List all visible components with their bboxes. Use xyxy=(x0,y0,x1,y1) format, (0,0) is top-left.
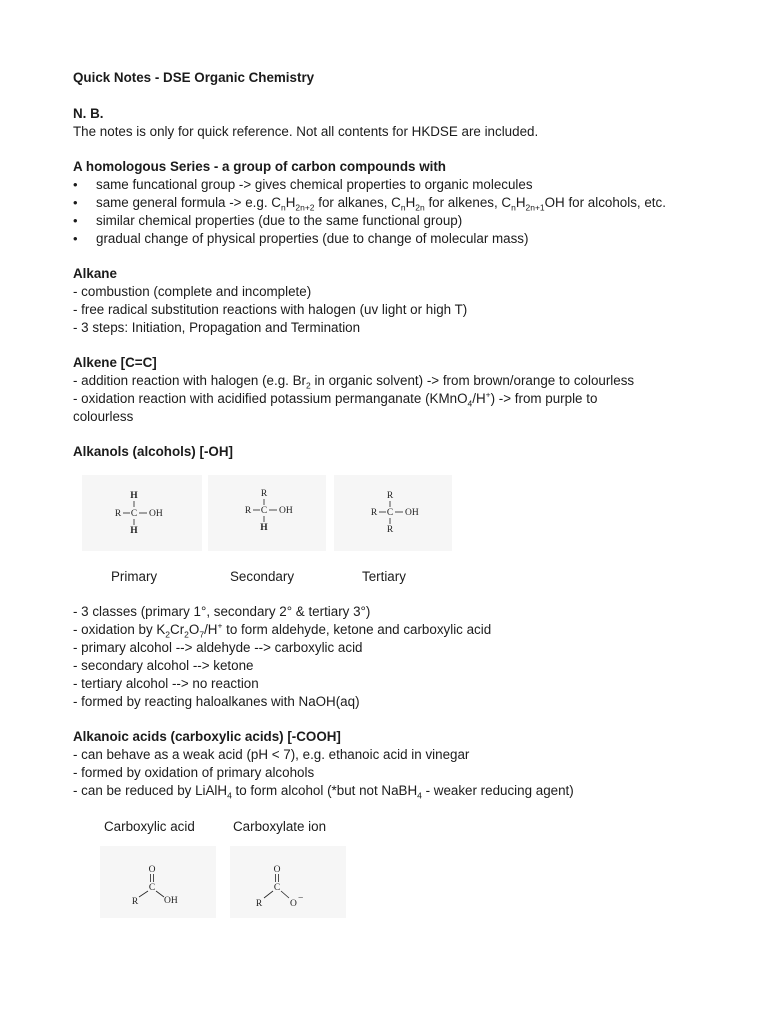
caption-carboxylate-ion: Carboxylate ion xyxy=(233,819,327,834)
svg-text:R: R xyxy=(386,525,394,535)
svg-text:R: R xyxy=(370,508,378,518)
alkanols-line-classes: - 3 classes (primary 1°, secondary 2° & tertiary 3°) xyxy=(73,604,371,619)
alkanols-line: - primary alcohol --> aldehyde --> carboxylic acid xyxy=(73,640,363,655)
svg-text:C: C xyxy=(260,506,268,516)
caption-carboxylic-acid: Carboxylic acid xyxy=(104,819,195,834)
svg-text:OH: OH xyxy=(149,509,163,519)
alkane-line: - free radical substitution reactions with halogen (uv light or high T) xyxy=(73,302,468,317)
svg-text:R: R xyxy=(255,899,263,909)
alkanols-line: - formed by reacting haloalkanes with NaOH(aq) xyxy=(73,694,360,709)
homologous-heading: A homologous Series - a group of carbon compounds with xyxy=(73,159,446,174)
carboxylate-ion-structure xyxy=(230,846,346,918)
svg-text:−: − xyxy=(298,894,304,904)
primary-alcohol-structure xyxy=(82,475,202,551)
acids-heading: Alkanoic acids (carboxylic acids) [-COOH] xyxy=(73,729,341,744)
nb-text: The notes is only for quick reference. Not all contents for HKDSE are included. xyxy=(73,124,539,139)
svg-text:R: R xyxy=(386,491,394,501)
alkanols-heading: Alkanols (alcohols) [-OH] xyxy=(73,444,233,459)
svg-text:R: R xyxy=(244,506,252,516)
svg-text:C: C xyxy=(273,883,281,893)
nb-heading: N. B. xyxy=(73,106,104,121)
acids-line: - formed by oxidation of primary alcohols xyxy=(73,765,315,780)
svg-text:OH: OH xyxy=(164,896,178,906)
acids-line: - can behave as a weak acid (pH < 7), e.g. ethanoic acid in vinegar xyxy=(73,747,470,762)
caption-tertiary: Tertiary xyxy=(362,569,406,584)
secondary-alcohol-structure xyxy=(208,475,326,551)
svg-text:H: H xyxy=(130,526,138,536)
svg-text:R: R xyxy=(131,897,139,907)
bullet-glyph: • xyxy=(73,195,78,210)
bullet-glyph: • xyxy=(73,213,78,228)
bullet-glyph: • xyxy=(73,231,78,246)
svg-text:H: H xyxy=(130,491,138,501)
carboxylic-acid-structure xyxy=(100,846,216,918)
alkene-heading: Alkene [C=C] xyxy=(73,355,157,370)
svg-text:OH: OH xyxy=(405,508,419,518)
svg-text:OH: OH xyxy=(279,506,293,516)
alkanols-line: - secondary alcohol --> ketone xyxy=(73,658,254,673)
svg-text:C: C xyxy=(148,883,156,893)
homologous-bullet: gradual change of physical properties (due to change of molecular mass) xyxy=(96,231,529,246)
svg-text:O: O xyxy=(273,865,281,875)
svg-text:C: C xyxy=(130,509,138,519)
svg-text:O: O xyxy=(148,865,156,875)
svg-text:O: O xyxy=(290,899,297,909)
caption-secondary: Secondary xyxy=(230,569,295,584)
alkene-line-permanganate: - oxidation reaction with acidified potassium permanganate (KMnO$_4$/H+) -> from purple to xyxy=(73,389,598,409)
alkanols-line: - tertiary alcohol --> no reaction xyxy=(73,676,259,691)
svg-text:R: R xyxy=(114,509,122,519)
svg-text:C: C xyxy=(386,508,394,518)
acids-line-reduction: - can be reduced by LiAlH$_4$ to form alcohol (*but not NaBH$_4$ - weaker reducing agent) xyxy=(73,783,574,801)
document-title: Quick Notes - DSE Organic Chemistry xyxy=(73,70,315,85)
alkane-line: - combustion (complete and incomplete) xyxy=(73,284,312,299)
tertiary-alcohol-structure xyxy=(334,475,452,551)
alkanols-line-oxidation: - oxidation by $K_2Cr_2O_7/H^+$ to form aldehyde, ketone and carboxylic acid xyxy=(73,620,492,640)
homologous-bullet: similar chemical properties (due to the same functional group) xyxy=(96,213,463,228)
svg-text:R: R xyxy=(260,489,268,499)
alkene-line: colourless xyxy=(73,409,134,424)
caption-primary: Primary xyxy=(111,569,158,584)
homologous-bullet: same funcational group -> gives chemical properties to organic molecules xyxy=(96,177,533,192)
alkane-line: - 3 steps: Initiation, Propagation and Termination xyxy=(73,320,361,335)
alkene-line-halogen: - addition reaction with halogen (e.g. $Br_2$ in organic solvent) -> from brown/orange to colourless xyxy=(73,373,635,391)
svg-text:H: H xyxy=(260,523,268,533)
alkane-heading: Alkane xyxy=(73,266,117,281)
bullet-glyph: • xyxy=(73,177,78,192)
homologous-bullet-formula: same general formula -> e.g. $C_nH_{2n+2}$ for alkanes, $C_nH_{2n}$ for alkenes, $C_nH_{2n+1}OH$ for alcohols, etc. xyxy=(96,195,666,213)
